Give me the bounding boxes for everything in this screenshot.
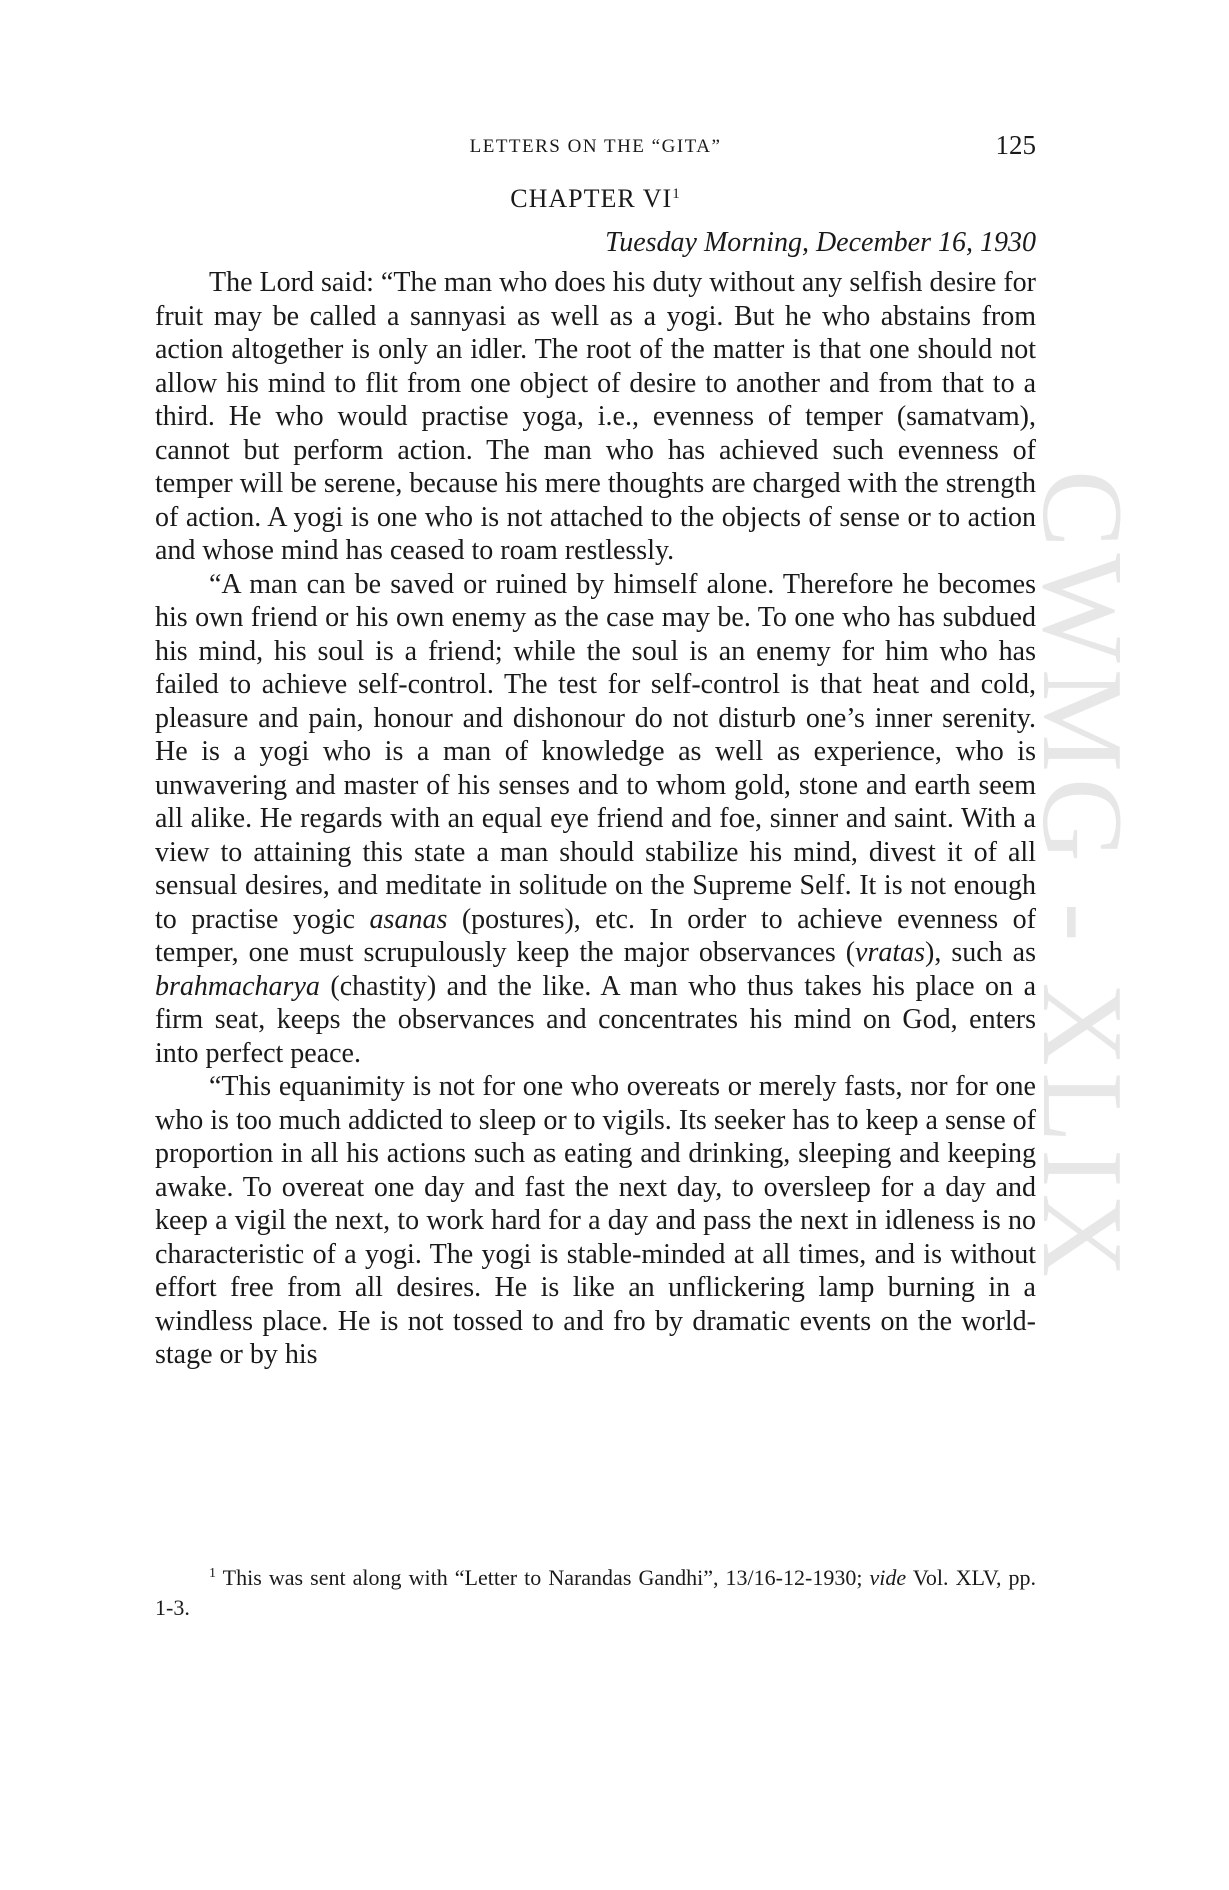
paragraph-2 [155,568,1036,1071]
watermark-text: CWMG - XLIX [1018,470,1146,1284]
paragraph-2-part-2: (postures), etc. In order to achieve evenness of temper, one must scrupulously keep the major observances ( [155,903,1036,968]
footnote-text: This was sent along with “Letter to Narandas Gandhi”, 13/16-12-1930; [216,1565,870,1590]
footnote-paragraph [155,1559,1036,1623]
footnote-reference: Vol. XLV, pp. 1-3. [155,1565,1037,1620]
paragraph-2-part-4: (chastity) and the like. A man who thus takes his place on a firm seat, keeps the observances and concentrates his mind on God, enters into perfect peace. [155,970,1036,1069]
term-vratas: vratas [855,937,926,968]
paragraph-2-part-3: ), such as [925,937,1036,968]
paragraph-2-part-1: “A man can be saved or ruined by himself alone. Therefore he becomes his own friend or his own enemy as the case may be. To one who has subdued his mind, his soul is a friend; while the soul is an enemy for him who has failed to achieve self-control. The test for self-control is that heat and cold, pleasure and pain, honour and dishonour do not disturb one’s inner serenity. He is a yogi who is a man of knowledge as well as experience, who is unwavering and master of his senses and to whom gold, stone and earth seem all alike. He regards with an equal eye friend and foe, sinner and saint. With a view to attaining this state a man should stabilize his mind, divest it of all sensual desires, and meditate in solitude on the Supreme Self. It is not enough to practise yogic [155,568,1036,935]
chapter-title [155,184,1036,214]
term-brahmacharya: brahmacharya [155,970,320,1002]
term-asanas: asanas [369,903,448,935]
chapter-footnote-mark: 1 [672,186,681,202]
dateline: Tuesday Morning, December 16, 1930 [605,227,1036,258]
footnote [155,1559,1036,1623]
page-number: 125 [995,130,1036,160]
chapter-title-text: CHAPTER VI [510,184,673,213]
running-head [155,130,1036,170]
paragraph-1: The Lord said: “The man who does his duty without any selfish desire for fruit may be called a sannyasi as well as a yogi. But he who abstains from action altogether is only an idler. The root of the matter is that one should not allow his mind to flit from one object of desire to another and from that to a third. He who would practise yoga, i.e., evenness of temper (samatvam), cannot but perform action. The man who has achieved such evenness of temper will be serene, because his mere thoughts are charged with the strength of action. A yogi is one who is not attached to the objects of sense or to action and whose mind has ceased to roam restlessly. [155,267,1036,566]
body-text [155,266,1036,1372]
footnote-mark: 1 [209,1566,216,1581]
running-head-title: LETTERS ON THE “GITA” [469,136,722,157]
footnote-vide: vide [869,1565,907,1590]
paragraph-3: “This equanimity is not for one who overeats or merely fasts, nor for one who is too much addicted to sleep or to vigils. Its seeker has to keep a sense of proportion in all his actions such as eating and drinking, sleeping and keeping awake. To overeat one day and fast the next day, to oversleep for a day and keep a vigil the next, to work hard for a day and pass the next in idleness is no characteristic of a yogi. The yogi is stable-minded at all times, and is without effort free from all desires. He is like an unflickering lamp burning in a windless place. He is not tossed to and fro by dramatic events on the world-stage or by his [155,1071,1036,1370]
